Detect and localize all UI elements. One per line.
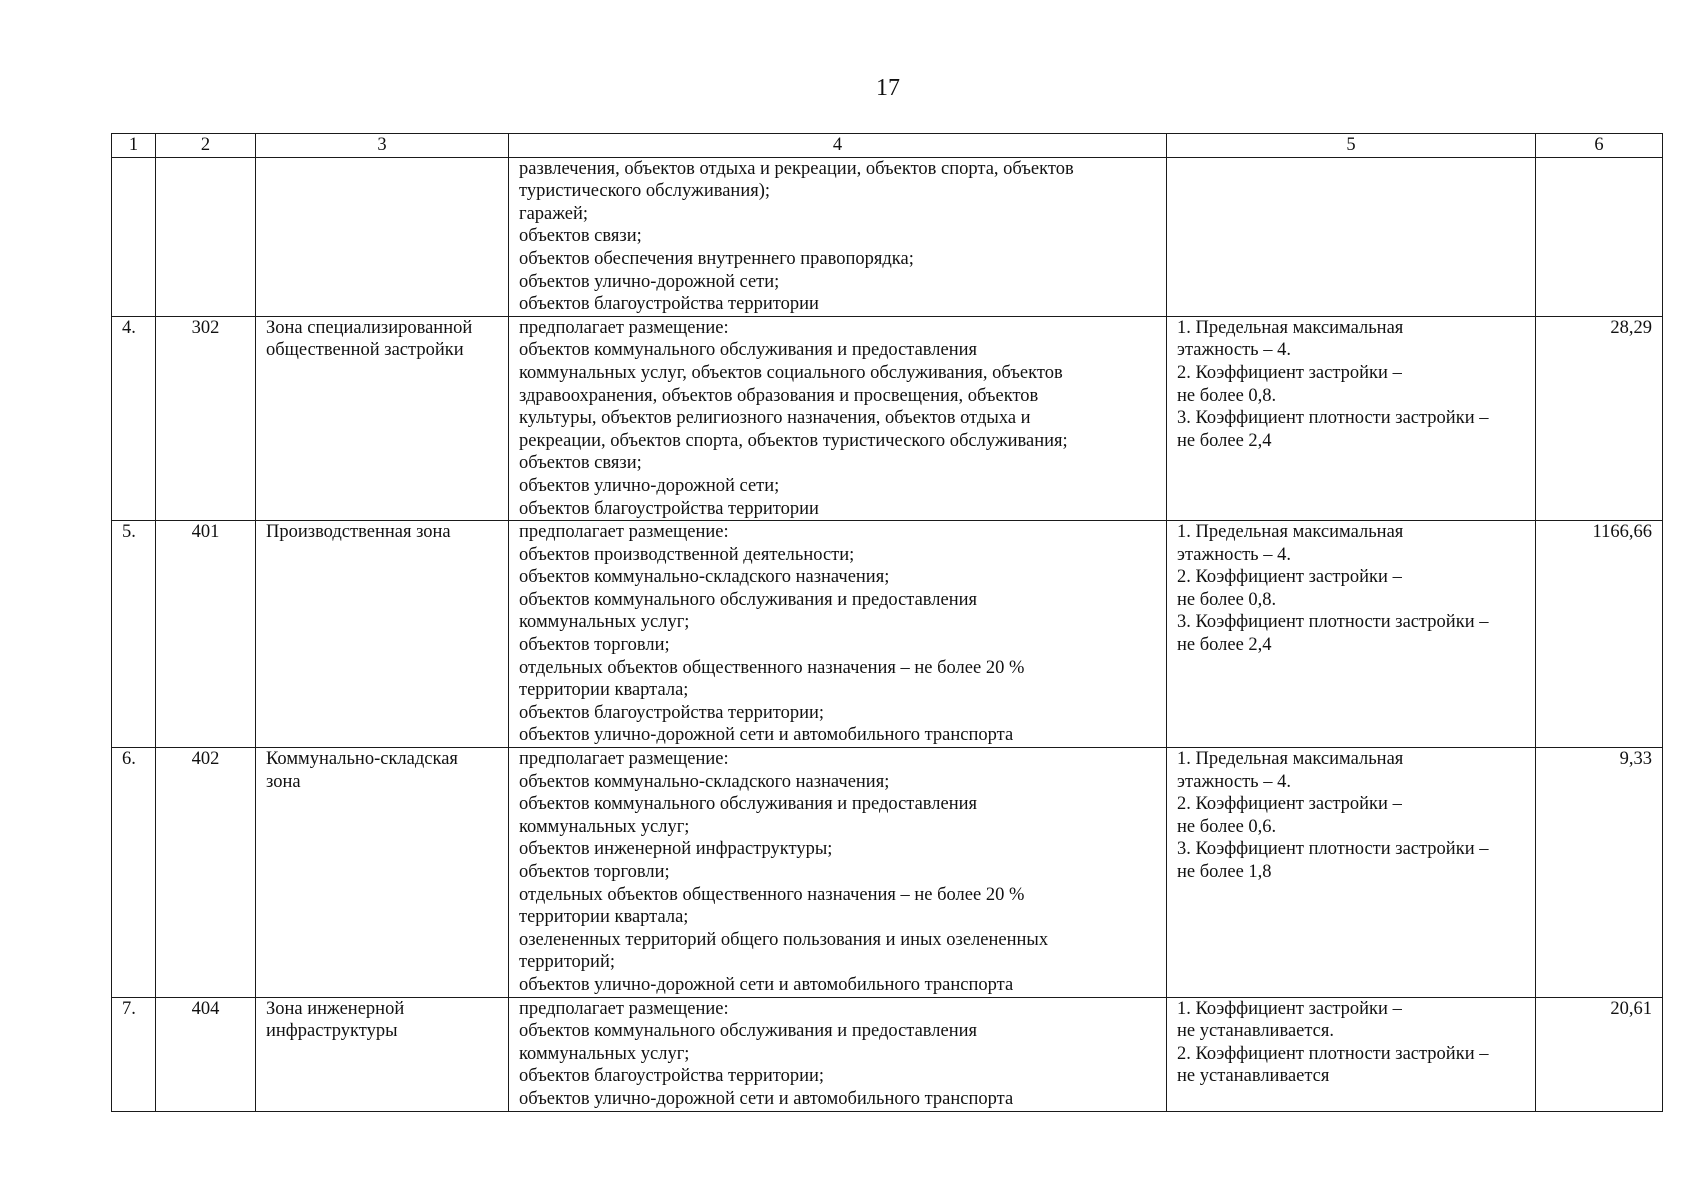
permitted-use-line: объектов улично-дорожной сети; xyxy=(519,475,780,496)
column-header: 5 xyxy=(1167,134,1536,158)
parameters-cell xyxy=(1167,997,1536,1111)
area-cell: 20,61 xyxy=(1536,997,1663,1111)
permitted-use-line: объектов коммунального обслуживания и предоставления xyxy=(519,794,978,815)
column-header: 4 xyxy=(509,134,1167,158)
permitted-use-line: объектов улично-дорожной сети; xyxy=(519,271,780,292)
permitted-use-line: рекреации, объектов спорта, объектов туристического обслуживания; xyxy=(519,430,1068,451)
permitted-use-line: объектов торговли; xyxy=(519,635,670,656)
zone-name-cell xyxy=(256,748,509,998)
parameter-line: не более 0,8. xyxy=(1177,385,1277,406)
parameters-cell xyxy=(1167,157,1536,316)
parameters-cell xyxy=(1167,316,1536,520)
table-row xyxy=(112,316,1663,520)
permitted-use-line: гаражей; xyxy=(519,203,589,224)
permitted-use-cell xyxy=(509,997,1167,1111)
area-cell: 28,29 xyxy=(1536,316,1663,520)
permitted-use-line: культуры, объектов религиозного назначения, объектов отдыха и xyxy=(519,408,1031,429)
permitted-use-line: отдельных объектов общественного назначения – не более 20 % xyxy=(519,657,1025,678)
column-header: 3 xyxy=(256,134,509,158)
column-header: 2 xyxy=(156,134,256,158)
zone-name-cell xyxy=(256,316,509,520)
area-cell: 9,33 xyxy=(1536,748,1663,998)
table-row xyxy=(112,157,1663,316)
permitted-use-line: объектов связи; xyxy=(519,226,642,247)
permitted-use-line: объектов улично-дорожной сети и автомобильного транспорта xyxy=(519,725,1014,746)
row-number-cell: 6. xyxy=(112,748,156,998)
permitted-use-line: объектов коммунально-складского назначения; xyxy=(519,771,890,792)
permitted-use-cell xyxy=(509,157,1167,316)
parameters-cell xyxy=(1167,521,1536,748)
permitted-use-line: туристического обслуживания); xyxy=(519,181,771,202)
page-number: 17 xyxy=(876,75,900,101)
table-body xyxy=(112,157,1663,1111)
permitted-use-line: коммунальных услуг; xyxy=(519,1043,690,1064)
row-number-cell: 4. xyxy=(112,316,156,520)
parameter-line: 3. Коэффициент плотности застройки – xyxy=(1177,612,1489,633)
permitted-use-line: объектов производственной деятельности; xyxy=(519,544,855,565)
parameter-line: не более 2,4 xyxy=(1177,635,1272,656)
parameter-line: 3. Коэффициент плотности застройки – xyxy=(1177,839,1489,860)
permitted-use-line: объектов торговли; xyxy=(519,862,670,882)
zone-name-line: общественной застройки xyxy=(266,340,464,361)
parameter-line: 2. Коэффициент застройки – xyxy=(1177,567,1402,588)
permitted-use-line: объектов благоустройства территории; xyxy=(519,1066,825,1087)
permitted-use-line: предполагает размещение: xyxy=(519,998,729,1019)
permitted-use-line: объектов коммунального обслуживания и предоставления xyxy=(519,340,978,361)
header-row xyxy=(112,134,1663,158)
zone-code-cell: 404 xyxy=(156,997,256,1111)
row-number-cell: 5. xyxy=(112,521,156,748)
permitted-use-line: объектов улично-дорожной сети и автомобильного транспорта xyxy=(519,974,1014,995)
parameter-line: этажность – 4. xyxy=(1177,340,1291,361)
area-cell xyxy=(1536,157,1663,316)
zone-name-line: Производственная зона xyxy=(266,522,451,543)
zone-name-line: Зона специализированной xyxy=(266,317,473,338)
permitted-use-line: коммунальных услуг; xyxy=(519,612,690,633)
zone-name-line: инфраструктуры xyxy=(266,1021,398,1042)
parameters-cell xyxy=(1167,748,1536,998)
permitted-use-line: объектов коммунального обслуживания и предоставления xyxy=(519,1021,978,1042)
parameter-line: не более 1,8 xyxy=(1177,862,1272,882)
parameter-line: 2. Коэффициент плотности застройки – xyxy=(1177,1043,1489,1064)
parameter-line: не устанавливается. xyxy=(1177,1021,1335,1042)
permitted-use-line: объектов благоустройства территории xyxy=(519,498,819,519)
permitted-use-line: предполагает размещение: xyxy=(519,522,729,543)
parameter-line: 1. Предельная максимальная xyxy=(1177,749,1404,770)
table-row xyxy=(112,521,1663,748)
parameter-line: этажность – 4. xyxy=(1177,771,1291,792)
table-row xyxy=(112,997,1663,1111)
row-number-cell xyxy=(112,157,156,316)
column-header: 1 xyxy=(112,134,156,158)
parameter-line: 3. Коэффициент плотности застройки – xyxy=(1177,408,1489,429)
parameter-line: 1. Предельная максимальная xyxy=(1177,317,1404,338)
permitted-use-line: объектов инженерной инфраструктуры; xyxy=(519,839,833,860)
permitted-use-line: здравоохранения, объектов образования и просвещения, объектов xyxy=(519,385,1039,406)
parameter-line: 2. Коэффициент застройки – xyxy=(1177,794,1402,815)
permitted-use-cell xyxy=(509,521,1167,748)
permitted-use-line: территории квартала; xyxy=(519,907,689,928)
column-header: 6 xyxy=(1536,134,1663,158)
parameter-line: не более 2,4 xyxy=(1177,430,1272,451)
zone-code-cell: 401 xyxy=(156,521,256,748)
permitted-use-line: объектов обеспечения внутреннего правопорядка; xyxy=(519,248,914,269)
permitted-use-cell xyxy=(509,748,1167,998)
parameter-line: 1. Предельная максимальная xyxy=(1177,522,1404,543)
zone-code-cell: 402 xyxy=(156,748,256,998)
permitted-use-cell xyxy=(509,316,1167,520)
permitted-use-line: территории квартала; xyxy=(519,680,689,701)
zone-code-cell xyxy=(156,157,256,316)
table-row xyxy=(112,748,1663,998)
parameter-line: 1. Коэффициент застройки – xyxy=(1177,998,1402,1019)
permitted-use-line: предполагает размещение: xyxy=(519,749,729,770)
zone-name-line: зона xyxy=(266,771,301,792)
permitted-use-line: развлечения, объектов отдыха и рекреации, объектов спорта, объектов xyxy=(519,158,1074,179)
zones-table xyxy=(111,133,1663,1112)
permitted-use-line: объектов коммунально-складского назначения; xyxy=(519,567,890,588)
permitted-use-line: отдельных объектов общественного назначения – не более 20 % xyxy=(519,884,1025,905)
permitted-use-line: коммунальных услуг; xyxy=(519,816,690,837)
zone-name-cell xyxy=(256,997,509,1111)
permitted-use-line: коммунальных услуг, объектов социального обслуживания, объектов xyxy=(519,362,1063,383)
permitted-use-line: предполагает размещение: xyxy=(519,317,729,338)
permitted-use-line: территорий; xyxy=(519,952,615,973)
zone-name-cell xyxy=(256,157,509,316)
parameter-line: не более 0,8. xyxy=(1177,589,1277,610)
parameter-line: этажность – 4. xyxy=(1177,544,1291,565)
permitted-use-line: объектов связи; xyxy=(519,453,642,474)
parameter-line: не более 0,6. xyxy=(1177,816,1277,837)
zone-code-cell: 302 xyxy=(156,316,256,520)
zone-name-line: Коммунально-складская xyxy=(266,749,458,770)
permitted-use-line: объектов улично-дорожной сети и автомобильного транспорта xyxy=(519,1088,1014,1109)
permitted-use-line: озелененных территорий общего пользования и иных озелененных xyxy=(519,929,1049,950)
zone-name-line: Зона инженерной xyxy=(266,998,405,1019)
permitted-use-line: объектов благоустройства территории xyxy=(519,294,819,315)
parameter-line: 2. Коэффициент застройки – xyxy=(1177,362,1402,383)
permitted-use-line: объектов коммунального обслуживания и предоставления xyxy=(519,589,978,610)
row-number-cell: 7. xyxy=(112,997,156,1111)
parameter-line: не устанавливается xyxy=(1177,1066,1330,1087)
permitted-use-line: объектов благоустройства территории; xyxy=(519,702,825,723)
zone-name-cell xyxy=(256,521,509,748)
area-cell: 1166,66 xyxy=(1536,521,1663,748)
